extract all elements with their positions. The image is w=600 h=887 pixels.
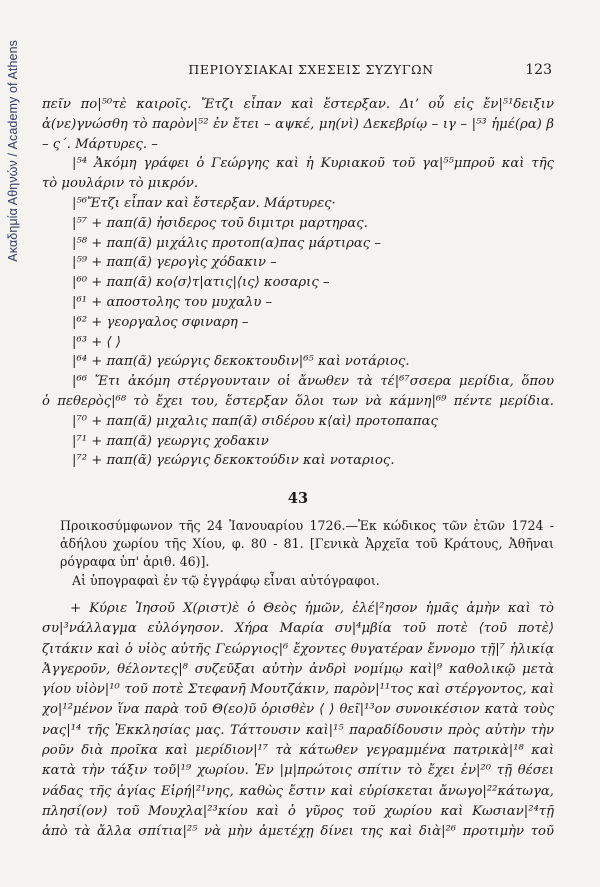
witness-line: |⁷⁰ + παπ(ᾶ) μιχαλις παπ(ᾶ) σιδέρου κ⟨αὶ⟩ προτοπαπας [72,413,438,429]
document-number: 43 [287,490,309,508]
meta-line: ρόγραφα ὑπ' ἀριθ. 46)]. [60,553,210,569]
witness-line: |⁷² + παπ(ᾶ) γεώργις δεκοκτούδιν καὶ νοταριος. [72,453,395,469]
archive-watermark: Ακαδημία Αθηνών / Academy of Athens [6,40,20,262]
text-line: πλησί(ον) τοῦ Μουχλα|²³κίου καὶ ὁ γῦρος τοῦ χωρίου καὶ Κωσιαν|²⁴τῇ [42,803,554,819]
text-line: |⁵⁶Ἔτζι εἶπαν καὶ ἔστερξαν. Μάρτυρες· [72,195,336,211]
text-line: νάδας τῆς ἁγίας Εἰρή|²¹νης, καθὼς ἔστιν καὶ εὑρίσκεται ἄνωγο|²²κάτωγα, [42,783,554,799]
document-42-continuation [42,95,554,471]
page-header [70,62,552,84]
document-43-text [42,599,554,843]
text-line: – ς΄. Μάρτυρες. – [42,136,158,152]
text-line: |⁵⁴ Ἀκόμη γράφει ὁ Γεώργης καὶ ἡ Κυριακοῦ τοῦ γα|⁵⁵μπροῦ καὶ τῆς [72,156,554,172]
witness-line: |⁶⁰ + παπ(ᾶ) κο⟨σ⟩τ|ατις|⟨ις⟩ κοσαρις – [72,275,330,291]
text-line: ζιτάκιν καὶ ὁ υἱὸς αὐτῆς Γεώργιος|⁶ ἔχοντες θυγατέραν ἔννομο τῇ|⁷ ἡλικίᾳ [42,641,554,657]
witness-line: |⁵⁷ + παπ(ᾶ) ἠσιδερος τοῦ διμιτρι μαρτηρας. [72,215,368,231]
text-line: συ|³νάλλαγμα εὐλόγησον. Χήρα Μαρία συ|⁴μβία τοῦ ποτὲ ⟨τοῦ ποτὲ⟩ [42,621,554,637]
witness-line: |⁷¹ + παπ(ᾶ) γεωργις χοδακιν [72,433,269,449]
text-line: κατὰ τὴν τάξιν τοῦ|¹⁹ χωρίου. Ἐν |μ|πρώτοις σπίτιν τὸ ἔχει ἐν|²⁰ τῇ θέσει [42,763,554,779]
text-line: τὸ μουλάριν τὸ μικρόν. [42,176,199,192]
text-line: ροῦν διὰ προῖκα καὶ μερίδιον|¹⁷ τὰ κάτωθεν γεγραμμένα πατρικὰ|¹⁸ καὶ [42,743,554,759]
witness-line: |⁵⁹ + παπ(ᾶ) γερογὶς χόδακιν – [72,255,277,271]
text-line: ἀ(νε)γνώσθη τὸ παρὸν|⁵² ἐν ἔτει – αψκέ, μη(νὶ) Δεκεβρίῳ – ιγ – |⁵³ ἡμέ(ρα) β [42,116,554,132]
witness-line: |⁶³ + ⟨ ⟩ [72,334,121,350]
witness-line: |⁶⁴ + παπ(ᾶ) γεώργις δεκοκτουδιν|⁶⁵ καὶ νοτάριος. [72,354,410,370]
running-title: ΠΕΡΙΟΥΣΙΑΚΑΙ ΣΧΕΣΕΙΣ ΣΥΖΥΓΩΝ [188,62,434,77]
text-line: ὁ πεθερὸς|⁶⁸ τὸ ἔχει του, ἔστερξαν ὅλοι των νὰ κάμνη|⁶⁹ πέντε μερίδια. [42,393,554,409]
text-line: χο|¹²μένον ἵνα παρὰ τοῦ Θ(εο)ῦ ὁρισθὲν ⟨ ⟩ θεῖ|¹³ον συνοικέσιον κατὰ τοὺς [42,702,554,718]
meta-line: ἀδήλου χωρίου τῆς Χίου, φ. 80 - 81. [Γενικὰ Ἀρχεῖα τοῦ Κράτους, Ἀθῆναι [60,535,554,551]
meta-line: Προικοσύμφωνον τῆς 24 Ἰανουαρίου 1726.—Ἐκ κώδικος τῶν ἐτῶν 1724 - [60,517,554,533]
page-content [42,95,554,843]
text-line: πεῖν πο|⁵⁰τὲ καιροῖς. Ἔτζι εἶπαν καὶ ἔστερξαν. Διʼ οὗ εἰς ἔν|⁵¹δειξιν [42,97,554,112]
text-line: γίου υἱὸν|¹⁰ τοῦ ποτὲ Στεφανῆ Μουτζάκιν, παρὸν|¹¹τος καὶ στέργοντος, καὶ [42,682,554,698]
text-line: Ἀγγεροῦν, θέλοντες|⁸ συζεῦξαι αὐτὴν ἀνδρὶ νομίμῳ καὶ|⁹ καθολικῷ μετὰ [42,661,554,677]
text-line: νας|¹⁴ τῆς Ἐκκλησίας μας. Τάττουσιν καὶ|¹⁵ παραδίδουσιν πρὸς αὐτὴν τὴν [42,722,554,738]
document-description [42,517,554,571]
signature-note: Αἱ ὑπογραφαὶ ἐν τῷ ἐγγράφῳ εἶναι αὐτόγραφοι. [72,572,380,588]
witness-line: |⁶² + γεοργαλος σφιναρη – [72,314,249,330]
witness-line: |⁶¹ + αποστολης του μυχαλυ – [72,294,273,310]
text-line: + Κύριε Ἰησοῦ Χ(ριστ)ὲ ὁ Θεὸς ἡμῶν, ἐλέ|²ησον ἡμᾶς ἀμὴν καὶ τὸ [70,600,554,616]
witness-line: |⁵⁸ + παπ(ᾶ) μιχάλις προτοπ(α)πας μάρτιρας – [72,235,381,251]
page-number: 123 [525,62,552,78]
text-line: |⁶⁶ Ἔτι ἀκόμη στέργουνταιν οἱ ἄνωθεν τὰ τέ|⁶⁷σσερα μερίδια, ὅπου [72,374,554,390]
text-line: ἀπὸ τὰ ἄλλα σπίτια|²⁵ νὰ μὴν ἀμετέχῃ δίνει της καὶ διὰ|²⁶ προτιμὴν τοῦ [42,824,554,840]
